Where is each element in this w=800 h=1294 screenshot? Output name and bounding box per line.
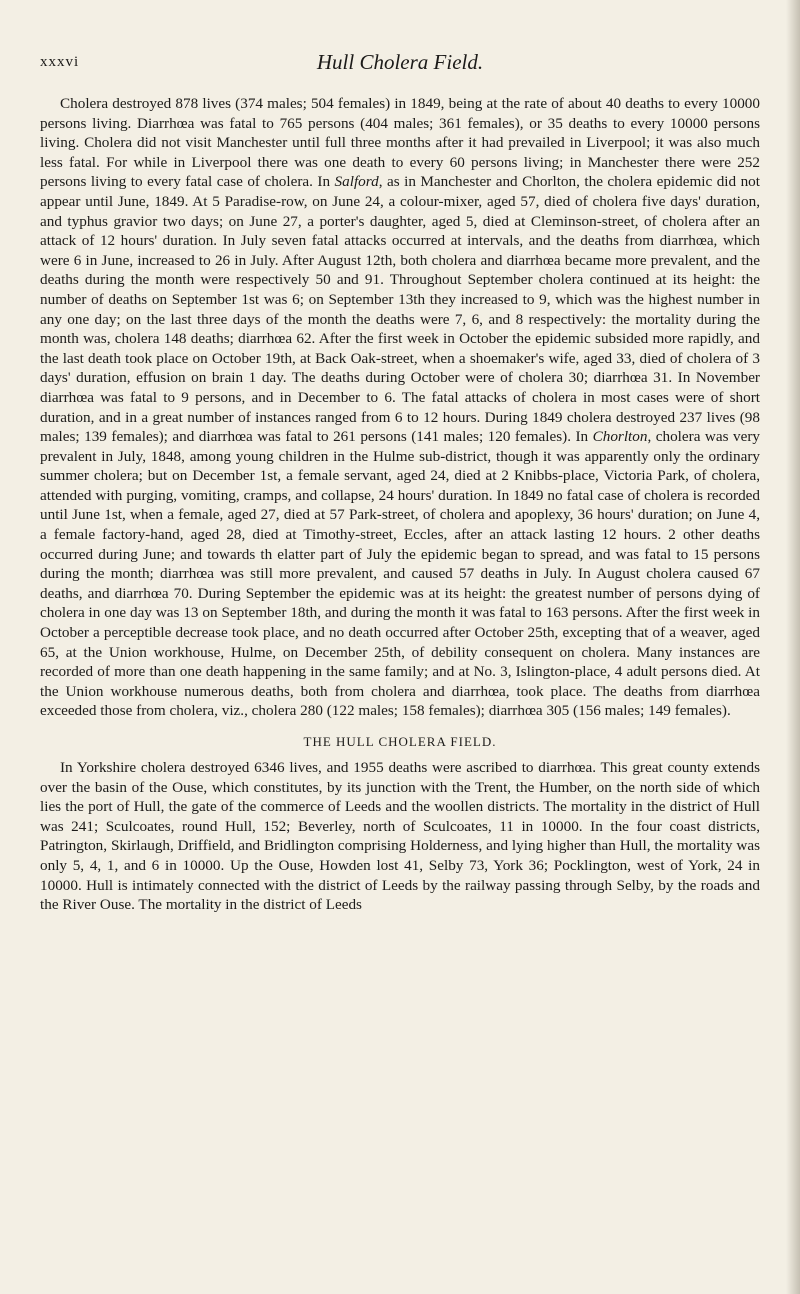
- place-name-chorlton: Chorlton: [592, 428, 648, 446]
- section-paragraph: In Yorkshire cholera destroyed 6346 lives, and 1955 deaths were ascribed to diarrhœa. This great county extends over the basin of the Ouse, which constitutes, by its junction with the Trent, the Humber, on the north side of which lies the port of Hull, the gate of the commerce of Leeds and the woollen districts. The mortality in the district of Hull was 241; Sculcoates, round Hull, 152; Beverley, north of Sculcoates, 11 in 10000. In the four coast districts, Patrington, Skirlaugh, Driffield, and Bridlington comprising Holderness, and lying higher than Hull, the mortality was only 5, 4, 1, and 6 in 10000. Up the Ouse, Howden lost 41, Selby 73, York 36; Pocklington, west of York, 24 in 10000. Hull is intimately connected with the district of Leeds by the railway passing through Selby, by the roads and the River Ouse. The mortality in the district of Leeds: [40, 759, 760, 914]
- text-run: , as in Manchester and Chorlton, the cholera epidemic did not appear until June, 1849. At 5 Paradise-row, on June 24, a colour-mixer, aged 57, died of cholera five days' duration, and typhus gravior two days; on June 27, a porter's daughter, aged 5, died at Cleminson-street, of cholera after an attack of 12 hours' duration. In July seven fatal attacks occurred at intervals, and the deaths from diarrhœa, which were 6 in June, increased to 26 in July. After August 12th, both cholera and diarrhœa became more prevalent, and the deaths during the month were respectively 50 and 91. Throughout September cholera continued at its height: the number of deaths on September 1st was 6; on September 13th they increased to 9, which was the highest number in any one day; on the last three days of the month the deaths were 7, 6, and 8 respectively: the mortality during the month was, cholera 148 deaths; diarrhœa 62. After the first week in October the epidemic subsided more rapidly, and the last death took place on October 19th, at Back Oak-street, when a shoemaker's wife, aged 33, died of cholera of 3 days' duration, effusion on brain 1 day. The deaths during October were of cholera 30; diarrhœa 31. In November diarrhœa was fatal to 9 persons, and in December to 6. The fatal attacks of cholera in most cases were of short duration, and in a great number of instances ranged from 6 to 12 hours. During 1849 cholera destroyed 237 lives (98 males; 139 females); and diarrhœa was fatal to 261 persons (141 males; 120 females). In: [40, 173, 760, 446]
- page-body: [40, 94, 760, 915]
- book-page: [40, 50, 760, 915]
- place-name-salford: Salford: [334, 173, 379, 191]
- running-title: Hull Cholera Field.: [316, 50, 484, 74]
- section-heading: THE HULL CHOLERA FIELD.: [303, 734, 497, 749]
- page-header: [40, 50, 760, 80]
- text-run: Cholera destroyed 878 lives (374 males; 504 females) in 1849, being at the rate of about 40 deaths to every 10000 persons living. Diarrhœa was fatal to 765 persons (404 males; 361 females), or 35 deaths to every 10000 persons living. Cholera did not visit Manchester until full three months after it had prevailed in Liverpool; it was also much less fatal. For while in Liverpool there was one death to every 60 persons living; in Manchester there were 252 persons living to every fatal case of cholera. In: [40, 95, 760, 191]
- body-paragraph: [40, 94, 760, 721]
- page-edge-shadow: [786, 0, 800, 1294]
- page-number: xxxvi: [40, 54, 80, 70]
- text-run: , cholera was very prevalent in July, 1848, among young children in the Hulme sub-district, though it was apparently only the ordinary summer cholera; but on December 1st, a female servant, aged 24, died at 2 Knibbs-place, Victoria Park, of cholera, attended with purging, vomiting, cramps, and collapse, 24 hours' duration. In 1849 no fatal case of cholera is recorded until June 1st, when a female, aged 27, died at 57 Park-street, of cholera and apoplexy, 36 hours' duration; on June 4, a female factory-hand, aged 28, died at Timothy-street, Eccles, after an attack lasting 12 hours. 2 other deaths occurred during June; and towards th elatter part of July the epidemic began to spread, and was fatal to 15 persons during the month; diarrhœa was still more prevalent, and caused 57 deaths in July. In August cholera caused 67 deaths, and diarrhœa 70. During September the epidemic was at its height: the greatest number of persons dying of cholera in one day was 13 on September 18th, and during the month it was fatal to 163 persons. After the first week in October a perceptible decrease took place, and no death occurred after October 25th, excepting that of a weaver, aged 65, at the Union workhouse, Hulme, on December 25th, of debility consequent on cholera. Many instances are recorded of more than one death happening in the same family; and at No. 3, Islington-place, 4 adult persons died. At the Union workhouse numerous deaths, both from cholera and diarrhœa, took place. The deaths from diarrhœa exceeded those from cholera, viz., cholera 280 (122 males; 158 females); diarrhœa 305 (156 males; 149 females).: [40, 428, 760, 720]
